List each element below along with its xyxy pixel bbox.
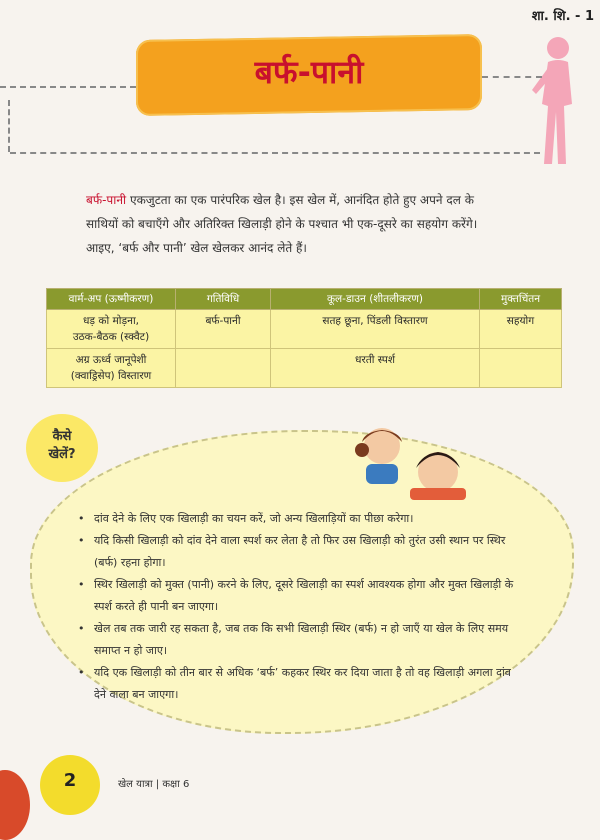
table-cell: धरती स्पर्श bbox=[271, 349, 480, 388]
list-item: • यदि किसी खिलाड़ी को दांव देने वाला स्पर्श कर लेता है तो फिर उस खिलाड़ी को तुरंत उसी स्थान पर स्थिर (बर्फ) रहना होगा। bbox=[78, 530, 518, 574]
list-item: • दांव देने के लिए एक खिलाड़ी का चयन करें, जो अन्य खिलाड़ियों का पीछा करेगा। bbox=[78, 508, 518, 530]
list-item: • स्थिर खिलाड़ी को मुक्त (पानी) करने के लिए, दूसरे खिलाड़ी का स्पर्श आवश्यक होगा और मुक्त खिलाड़ी के स्पर्श करते ही पानी बन जाएगा। bbox=[78, 574, 518, 618]
header-cooldown: कूल-डाउन (शीतलीकरण) bbox=[271, 289, 480, 310]
table-cell: बर्फ-पानी bbox=[176, 310, 271, 349]
dashed-border-top-right bbox=[482, 76, 542, 78]
page-number: 2 bbox=[63, 770, 77, 791]
decorative-corner bbox=[0, 770, 30, 840]
dashed-border-top bbox=[0, 86, 136, 88]
table-cell bbox=[480, 349, 562, 388]
series-code: शा. शि. - 1 bbox=[531, 9, 594, 24]
how-to-play-heading bbox=[30, 428, 94, 464]
table-cell bbox=[176, 349, 271, 388]
table-row bbox=[47, 349, 562, 388]
dashed-border-bottom bbox=[10, 152, 540, 154]
activity-table bbox=[46, 288, 562, 388]
table-row bbox=[47, 310, 562, 349]
intro-paragraph bbox=[86, 188, 566, 260]
header-activity: गतिविधि bbox=[176, 289, 271, 310]
children-illustration bbox=[340, 420, 480, 500]
table-cell: अग्र ऊर्ध्व जानूपेशी (क्वाड्रिसेप) विस्तारण bbox=[47, 349, 176, 388]
list-item: • यदि एक खिलाड़ी को तीन बार से अधिक ‘बर्फ’ कहकर स्थिर कर दिया जाता है तो वह खिलाड़ी अगला दांव देने वाला बन जाएगा। bbox=[78, 662, 518, 706]
intro-highlight: बर्फ-पानी bbox=[86, 193, 127, 207]
table-cell: धड़ को मोड़ना, उठक-बैठक (स्क्वैट) bbox=[47, 310, 176, 349]
how-to-play-line2: खेलें? bbox=[48, 447, 76, 462]
table-header-row bbox=[47, 289, 562, 310]
header-reflection: मुक्तचिंतन bbox=[480, 289, 562, 310]
table-cell: सहयोग bbox=[480, 310, 562, 349]
dashed-border-left bbox=[8, 100, 10, 152]
list-item: • खेल तब तक जारी रह सकता है, जब तक कि सभी खिलाड़ी स्थिर (बर्फ) न हो जाएँ या खेल के लिए समय समाप्त न हो जाए। bbox=[78, 618, 518, 662]
intro-line1: एकजुटता का एक पारंपरिक खेल है। इस खेल में, आनंदित होते हुए अपने दल के bbox=[126, 193, 474, 207]
intro-line2: साथियों को बचाएँगे और अतिरिक्त खिलाड़ी होने के पश्चात भी एक-दूसरे का सहयोग करेंगे। bbox=[86, 217, 478, 231]
table-cell: सतह छूना, पिंडली विस्तारण bbox=[271, 310, 480, 349]
intro-line3: आइए, ‘बर्फ और पानी’ खेल खेलकर आनंद लेते हैं। bbox=[86, 241, 307, 255]
page-title: बर्फ-पानी bbox=[254, 53, 364, 91]
rules-list bbox=[78, 508, 518, 706]
header-warmup: वार्म-अप (ऊष्मीकरण) bbox=[47, 289, 176, 310]
how-to-play-line1: कैसे bbox=[52, 429, 72, 444]
footer-book-title: खेल यात्रा | कक्षा 6 bbox=[118, 779, 190, 790]
